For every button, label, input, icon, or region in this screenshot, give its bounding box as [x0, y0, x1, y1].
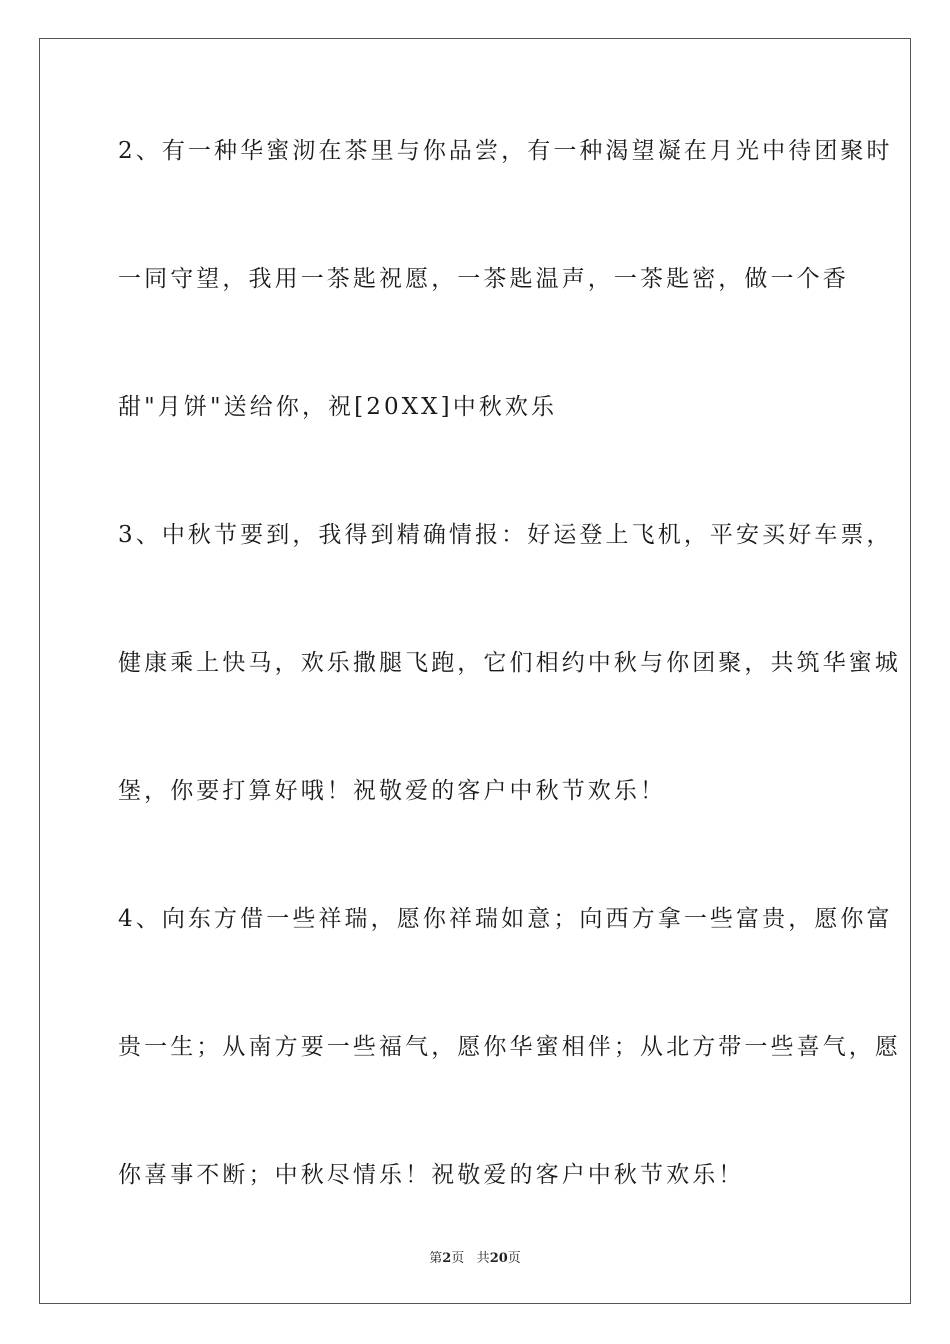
page-suffix: 页	[451, 1251, 465, 1266]
paragraph-3-line-2: 健康乘上快马，欢乐撒腿飞跑，它们相约中秋与你团聚，共筑华蜜城	[118, 650, 901, 676]
paragraph-4-line-1: 4、向东方借一些祥瑞，愿你祥瑞如意；向西方拿一些富贵，愿你富	[118, 906, 893, 932]
page-prefix: 第	[429, 1251, 443, 1266]
paragraph-2-line-2: 一同守望，我用一茶匙祝愿，一茶匙温声，一茶匙密，做一个香	[118, 266, 849, 292]
paragraph-4-line-3: 你喜事不断；中秋尽情乐！祝敬爱的客户中秋节欢乐！	[118, 1162, 745, 1188]
total-pages: 20	[489, 1251, 508, 1266]
paragraph-2-line-1: 2、有一种华蜜沏在茶里与你品尝，有一种渴望凝在月光中待团聚时	[118, 138, 893, 164]
paragraph-4-line-2: 贵一生；从南方要一些福气，愿你华蜜相伴；从北方带一些喜气，愿	[118, 1034, 901, 1060]
document-body	[118, 118, 901, 1270]
total-suffix: 页	[507, 1251, 521, 1266]
paragraph-2-line-3: 甜"月饼"送给你，祝[20XX]中秋欢乐	[118, 394, 558, 420]
page-number: 2	[442, 1251, 452, 1266]
paragraph-3-line-3: 堡，你要打算好哦！祝敬爱的客户中秋节欢乐！	[118, 778, 667, 804]
total-prefix: 共	[476, 1251, 490, 1266]
paragraph-3-line-1: 3、中秋节要到，我得到精确情报：好运登上飞机，平安买好车票，	[118, 522, 893, 548]
page-footer	[0, 1247, 950, 1266]
